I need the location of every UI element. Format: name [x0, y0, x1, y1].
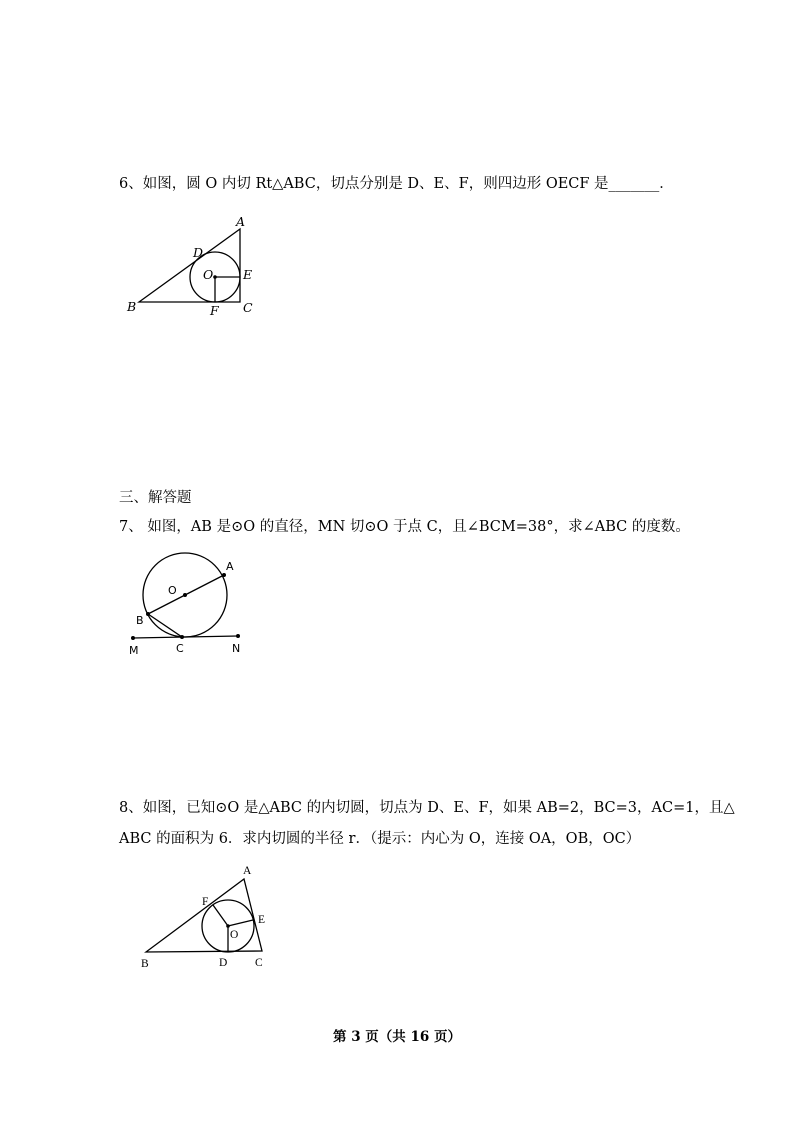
q6-label-b: B [127, 299, 137, 314]
section-title: 三、解答题 [119, 490, 192, 506]
page-footer: 第 3 页（共 16 页） [333, 1029, 461, 1045]
q8-label-a: A [243, 865, 252, 877]
q6-label-d: D [193, 245, 204, 260]
q7-label-n: N [232, 642, 241, 655]
q7-label-m: M [129, 644, 139, 657]
q6-label-e: E [243, 267, 253, 282]
q6-label-c: C [243, 300, 253, 315]
q7-label-o: O [168, 584, 177, 597]
q7-label-b: B [136, 614, 144, 627]
q7-text: 7、 如图，AB 是⊙O 的直径，MN 切⊙O 于点 C，且∠BCM=38°，求∠ABC 的度数。 [119, 519, 690, 535]
q8-label-b: B [141, 958, 149, 970]
q6-label-a: A [236, 214, 246, 229]
q6-label-o: O [203, 267, 214, 282]
q8-label-e: E [258, 914, 266, 926]
q8-label-c: C [255, 957, 263, 969]
q6-label-f: F [210, 303, 219, 318]
q8-radius-oe [228, 920, 253, 926]
q8-center-dot [226, 924, 230, 928]
q8-text-line2: ABC 的面积为 6．求内切圆的半径 r．（提示：内心为 O，连接 OA，OB，OC） [119, 831, 641, 847]
q7-label-a: A [226, 560, 234, 573]
q8-radius-of [213, 905, 228, 926]
q6-text: 6、如图，圆 O 内切 Rt△ABC，切点分别是 D、E、F，则四边形 OECF 是_______． [119, 176, 674, 192]
q7-label-c: C [176, 642, 184, 655]
q8-text-line1: 8、如图，已知⊙O 是△ABC 的内切圆，切点为 D、E、F，如果 AB=2，BC=3，AC=1，且△ [119, 800, 735, 816]
q8-label-f: F [202, 896, 209, 908]
q8-label-d: D [219, 957, 228, 969]
q8-label-o: O [230, 929, 239, 941]
